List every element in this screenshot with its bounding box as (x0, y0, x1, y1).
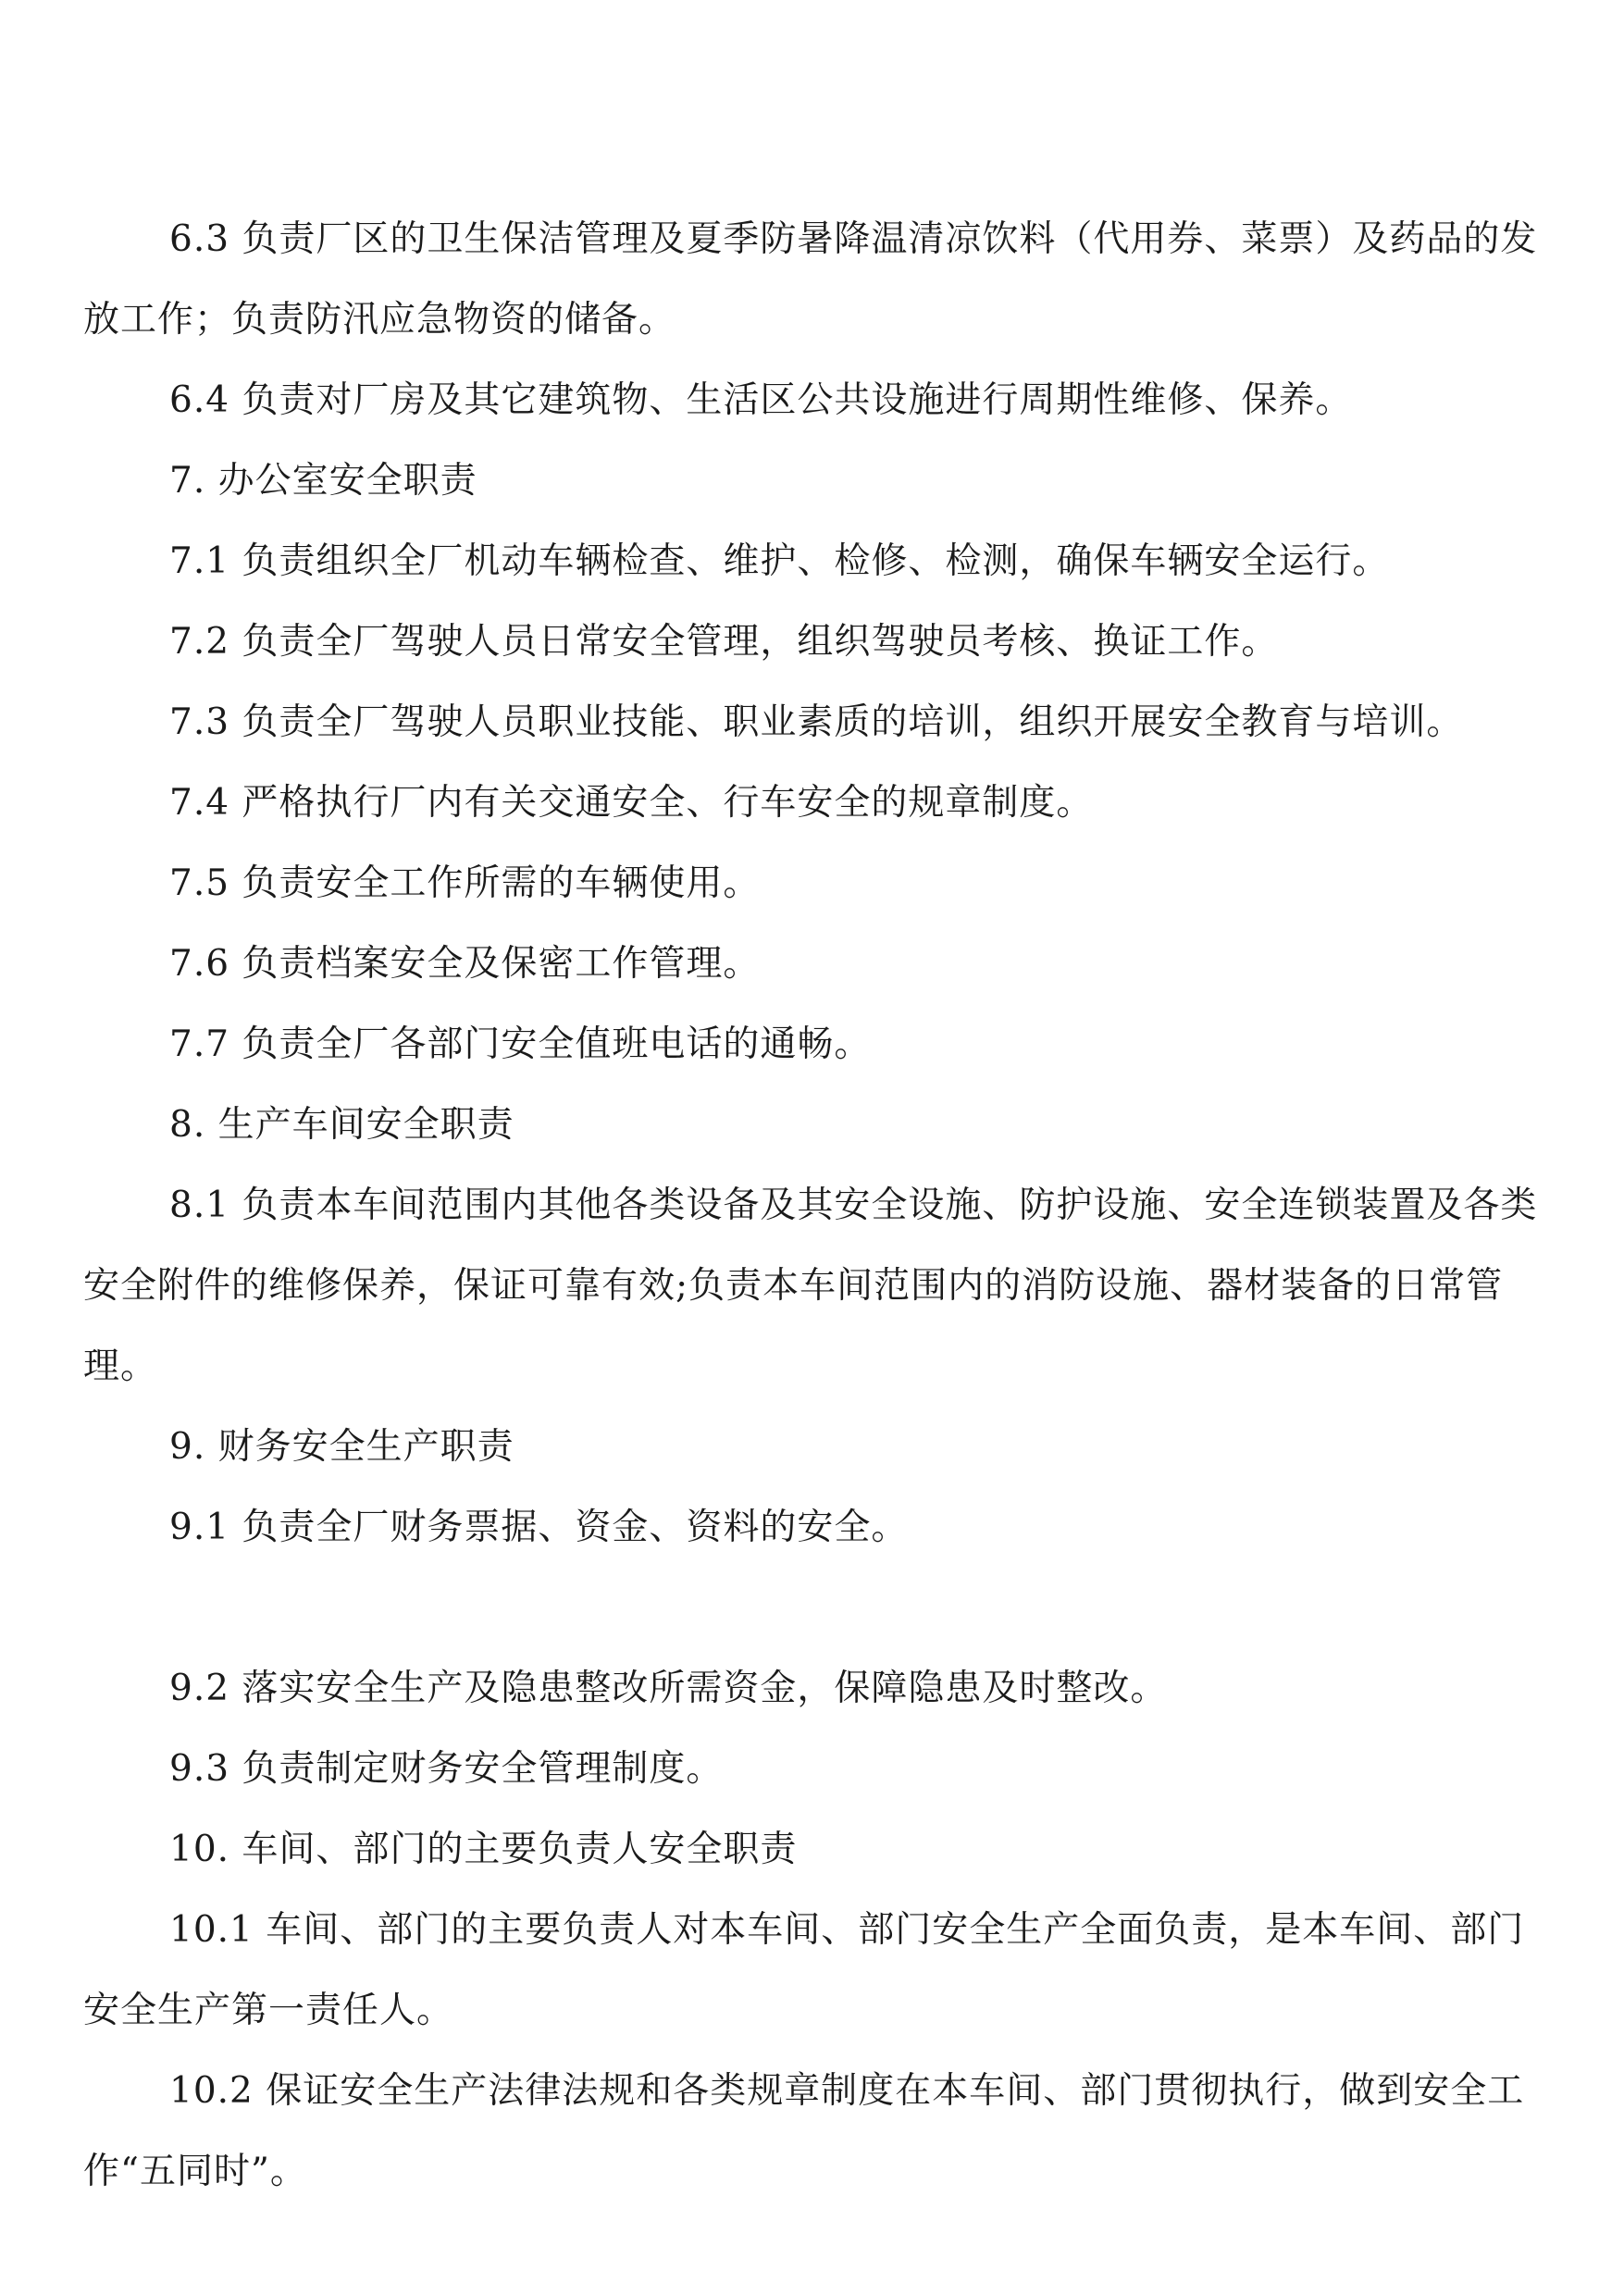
heading-9: 9. 财务安全生产职责 (169, 1426, 514, 1468)
paragraph-7-5: 7.5 负责安全工作所需的车辆使用。 (169, 862, 761, 904)
blank-line (83, 1568, 1555, 1648)
paragraph-9-3: 9.3 负责制定财务安全管理制度。 (169, 1748, 724, 1790)
heading-10: 10. 车间、部门的主要负责人安全职责 (169, 1829, 798, 1870)
paragraph-6-3: 6.3 负责厂区的卫生保洁管理及夏季防暑降温清凉饮料（代用券、菜票）及药品的发放工作；负责防汛应急物资的储备。 (83, 218, 1538, 341)
paragraph-7-3: 7.3 负责全厂驾驶人员职业技能、职业素质的培训，组织开展安全教育与培训。 (169, 701, 1464, 743)
paragraph-7-1: 7.1 负责组织全厂机动车辆检查、维护、检修、检测，确保车辆安全运行。 (169, 540, 1390, 582)
heading-7: 7. 办公室安全职责 (169, 460, 477, 502)
document-page (83, 199, 1555, 2212)
heading-8: 8. 生产车间安全职责 (169, 1104, 514, 1146)
paragraph-7-2: 7.2 负责全厂驾驶人员日常安全管理，组织驾驶员考核、换证工作。 (169, 621, 1279, 663)
paragraph-10-1: 10.1 车间、部门的主要负责人对本车间、部门安全生产全面负责，是本车间、部门安全生产第一责任人。 (83, 1909, 1525, 2031)
paragraph-8-1: 8.1 负责本车间范围内其他各类设备及其安全设施、防护设施、安全连锁装置及各类安全附件的维修保养，保证可靠有效;负责本车间范围内的消防设施、器材装备的日常管理。 (83, 1185, 1538, 1387)
paragraph-9-2: 9.2 落实安全生产及隐患整改所需资金，保障隐患及时整改。 (169, 1668, 1168, 1709)
paragraph-7-7: 7.7 负责全厂各部门安全值班电话的通畅。 (169, 1023, 872, 1065)
paragraph-7-4: 7.4 严格执行厂内有关交通安全、行车安全的规章制度。 (169, 782, 1094, 824)
paragraph-10-2: 10.2 保证安全生产法律法规和各类规章制度在本车间、部门贯彻执行，做到安全工作“五同时”。 (83, 2070, 1525, 2192)
paragraph-6-4: 6.4 负责对厂房及其它建筑物、生活区公共设施进行周期性维修、保养。 (169, 379, 1353, 421)
paragraph-9-1: 9.1 负责全厂财务票据、资金、资料的安全。 (169, 1507, 909, 1548)
paragraph-7-6: 7.6 负责档案安全及保密工作管理。 (169, 943, 761, 985)
